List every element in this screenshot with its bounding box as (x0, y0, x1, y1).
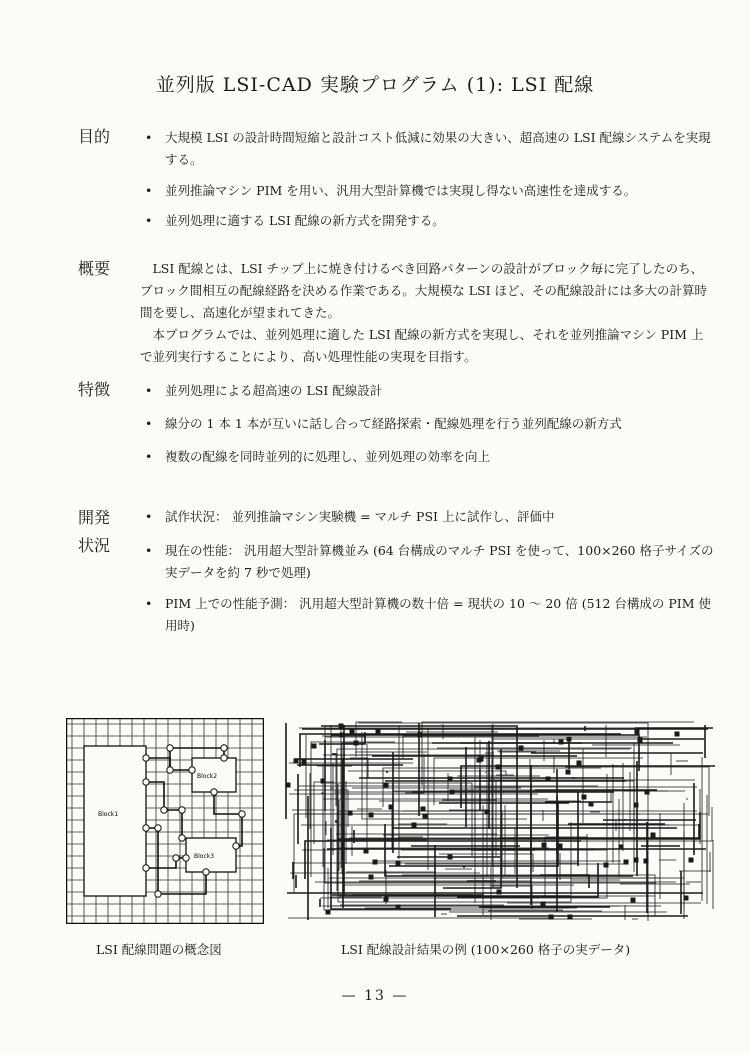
purpose-bullet-2 (145, 180, 715, 202)
status-bullet-2 (145, 540, 715, 584)
block-1-label: Block1 (98, 811, 119, 818)
page-title: 並列版 LSI-CAD 実験プログラム (1): LSI 配線 (155, 74, 595, 96)
overview-paragraph-1: LSI 配線とは、LSI チップ上に焼き付けるべき回路パターンの設計がブロック毎に完了したのち、ブロック間相互の配線経路を決める作業である。大規模な LSI ほど、その配線設計には多大の計算時間を要し、高速化が望まれてきた。 (140, 261, 708, 320)
bullet-icon: • (145, 416, 153, 431)
page-number: — 13 — (341, 988, 409, 1004)
section-label-purpose: 目的 (78, 127, 111, 146)
block-3-label: Block3 (194, 853, 215, 860)
overview-text (140, 258, 710, 368)
purpose-bullet-1 (145, 127, 715, 171)
figure-right-caption: LSI 配線設計結果の例 (100×260 格子の実データ) (341, 942, 631, 957)
features-bullet-1 (145, 380, 715, 402)
purpose-text-3: 並列処理に適する LSI 配線の新方式を開発する。 (165, 213, 445, 228)
features-bullet-2 (145, 413, 715, 435)
bullet-icon: • (145, 543, 153, 558)
bullet-icon: • (145, 213, 153, 228)
status-bullet-3 (145, 593, 715, 637)
routing-result-figure (281, 717, 721, 927)
status-text-3: PIM 上での性能予測： 汎用超大型計算機の数十倍 = 現状の 10 ～ 20 倍 (512 台構成の PIM 使用時) (165, 596, 711, 633)
overview-paragraph-2: 本プログラムでは、並列処理に適した LSI 配線の新方式を実現し、それを並列推論マシン PIM 上で並列実行することにより、高い処理性能の実現を目指す。 (140, 327, 704, 364)
figure-left-caption: LSI 配線問題の概念図 (96, 942, 222, 957)
section-label-status-2: 状況 (78, 536, 111, 555)
section-label-overview: 概要 (78, 259, 111, 278)
section-label-features: 特徴 (78, 380, 111, 399)
status-bullet-1 (145, 506, 715, 528)
bullet-icon: • (145, 130, 153, 145)
purpose-text-2: 並列推論マシン PIM を用い、汎用大型計算機では実現し得ない高速性を達成する。 (165, 183, 637, 198)
features-bullet-3 (145, 446, 715, 468)
bullet-icon: • (145, 596, 153, 611)
features-text-1: 並列処理による超高速の LSI 配線設計 (165, 383, 383, 398)
routing-concept-figure (66, 718, 264, 924)
block-2-label: Block2 (197, 773, 218, 780)
features-text-3: 複数の配線を同時並列的に処理し、並列処理の効率を向上 (165, 449, 491, 464)
purpose-bullet-3 (145, 210, 715, 232)
block-1 (84, 746, 146, 896)
section-label-status-1: 開発 (78, 508, 111, 527)
bullet-icon: • (145, 383, 153, 398)
purpose-text-1: 大規模 LSI の設計時間短縮と設計コスト低減に効果の大きい、超高速の LSI 配線システムを実現する。 (165, 130, 711, 167)
bullet-icon: • (145, 183, 153, 198)
features-text-2: 線分の 1 本 1 本が互いに話し合って経路探索・配線処理を行う並列配線の新方式 (165, 416, 622, 431)
status-text-1: 試作状況： 並列推論マシン実験機 = マルチ PSI 上に試作し、評価中 (165, 509, 555, 524)
bullet-icon: • (145, 449, 153, 464)
bullet-icon: • (145, 509, 153, 524)
status-text-2: 現在の性能： 汎用超大型計算機並み (64 台構成のマルチ PSI を使って、100×260 格子サイズの実データを約 7 秒で処理) (165, 543, 714, 580)
